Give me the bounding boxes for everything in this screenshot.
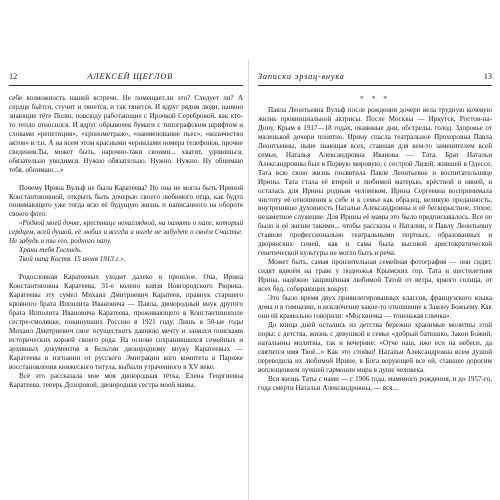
left-page-number: 12 <box>9 72 18 81</box>
quoted-inscription: Храни тебя Господь. <box>19 246 82 255</box>
right-page-body <box>258 94 492 393</box>
paragraph: Вся жизнь Таты с нами — с 1906 года, маминого рождения, и до 1957-го, года смерти Натальи Александровны, — вся... <box>258 374 492 392</box>
left-running-header <box>9 72 243 86</box>
paragraph: Это было время двух привилегированных классов, французского языка дома и в гимназии, и исключение какое-то отношение к Закону Божьему. Как они ей крамольно говорили: «Москвичка — тоненькая спичка». <box>258 294 492 320</box>
quoted-inscription-signature: Твой папа Костя. 15 июня 1913 г.». <box>19 255 126 264</box>
left-page <box>9 72 243 390</box>
left-page-body <box>9 94 243 390</box>
left-running-head-title: АЛЕКСЕЙ ЩЕГЛОВ <box>87 72 173 81</box>
right-running-header <box>258 72 492 86</box>
paragraph: Родословная Каратеевых уходит далеко в прошлое. Она, Ирина Константиновна Каратеева, 31-е колено князя Новгородского Рюрика. Каратеевы эту сумел Михаил Дмитриевич Каратеев, правнук старшего кровного брата Ипполита Ивановича — Павла, двоюродный внук другого брата Ипполита Ивановича Каратеева, проживающего в Константинополе сестре-смолянке, покинувших Россию в 1921 году. Лишь в 50-ые годы Михаил Дмитриевич смог осуществить давнюю мечту и занялся поисками исторических корней своего рода. На основе сохранившихся семейных и архивных документов в Бельгии двоюродному внуку Каратеевых — Каратеевы в изгнании от русского Эмиграции кого комитета в Париже восстановления княжеского титула, выбыли утраченного в XV веке. <box>9 273 243 371</box>
paragraph: себе возможность нашей встречи. Не помещает.ли это? Следует ли? А сердце бьётся, стучит и тянется, и так тянется. И вдруг рядом люди, наивно знающие тёте Полю, повсюду работающие с Ирочкой Серебровой, как кто-то тепло относился. И вдруг обрывочек бумаги с типографским шрифтом и словами «репетиция», «хронометраж», «наименование пьес», «количество актов» и т.п. А на всем этом красными чернилами номера телефонов, прочие сведения.Ты, может быть, нарочно-таки своими... хватит, удивишься, обязательно увидимся. Нужно обязательно. Нужно. Нужно. Ну обнимаю тебя, обнимаю ...» <box>9 94 243 174</box>
section-break: * * * <box>360 94 390 103</box>
paragraph: Всё это рассказала мне моя двоюродная тётка, Елена Георгиевна Каратеева, теперь Дозоровой, двоюродная сестра моей мамы. <box>9 371 243 389</box>
right-page <box>258 72 492 393</box>
right-page-number: 13 <box>483 72 492 81</box>
paragraph: Павла Леонтьевна Вульф после рождения дочери вела трудную кочевую жизнь провинциальной актрисы. После Москвы — Иркутск, Ростов-на-Дону, Крым в 1917—18 годах, окаянные дни, обстрелы, голод. Здоровье от маленькой дочери понятно. Ирину спасла театральное Прохоровна Павла Леонтьевны, ныне знающая всех, ставшая для кем-то заменителем всей семьи, Наталья Александровна Иванова — Тата. Брат Натальи Александровны был в Первую мировую; с сестрой Лизой, жившей в Одессе, Тата всю свою жизнь посвятила Павле Леонтьевне и воспитательнице Ирины. Тата стала её второй и любимой матерью, крёстной и няней, и осталась для Ирины родным человеком. Ирина Сергеевна воспринимала чистоту её отношения к себе и к семье как образец, великую преданность, внутреннюю духовность Натальи Александровны и её бескорыстное, тихое, незаметное служение. Для Ирины её мамы это было предписывалось. Все не было в её жизни такими... чтобы рассказы о Наталии, и Павлу Леонтьевну ставили профессионально театральными портных, образованных и дворянских семей, как и сама была высокой аристократической генетической культуры не могло быть и речи. <box>258 106 492 258</box>
paragraph: Может быть, самая пронзительная семейная фотография — они сидят, сидят вдвоём на траве у подножья Крымских гор. Тата и шестилетняя Ирина, надёжно защищённая любимой Татой от ветра, яркого солнца, от всех бед, собирающих вокруг. <box>258 258 492 294</box>
page-gutter <box>248 60 249 500</box>
quoted-inscription: «Родной моей дочке, крестнице ненаглядной, на память о папе, который сердцем, всей душой, её любил и всегда и нигде не забудет о своём Счастье. Не забудь и ты его, родного папу. <box>9 219 243 246</box>
paragraph: Почему Ирина Вульф не была Каратеева? Но она не могла быть Ириной Константиновной, открыть быть дочерью своего любимого отца, как будто понимающего уже тогда всю её будущую жизнь и написанного на обороте своего фото: <box>9 183 243 219</box>
paragraph: До конца дней остались из детства бережно хранимые молитвы этой поры: с детства, жизнь с девушкой в семье «добрый батюшко, Закон Божий, натальины молитвы, так и вечерние: «Отче наш, иже еси на небеси, да святится имя Твоё...» Как это стойко! Наталья Александровна всем душой переводила их любимой Ирине, в Бога верующей все ей, ставшее дорогим воплощением лучшей гармонии мира в душе человека. <box>258 320 492 374</box>
right-running-head-title: Записки эрзац-внука <box>258 72 345 81</box>
